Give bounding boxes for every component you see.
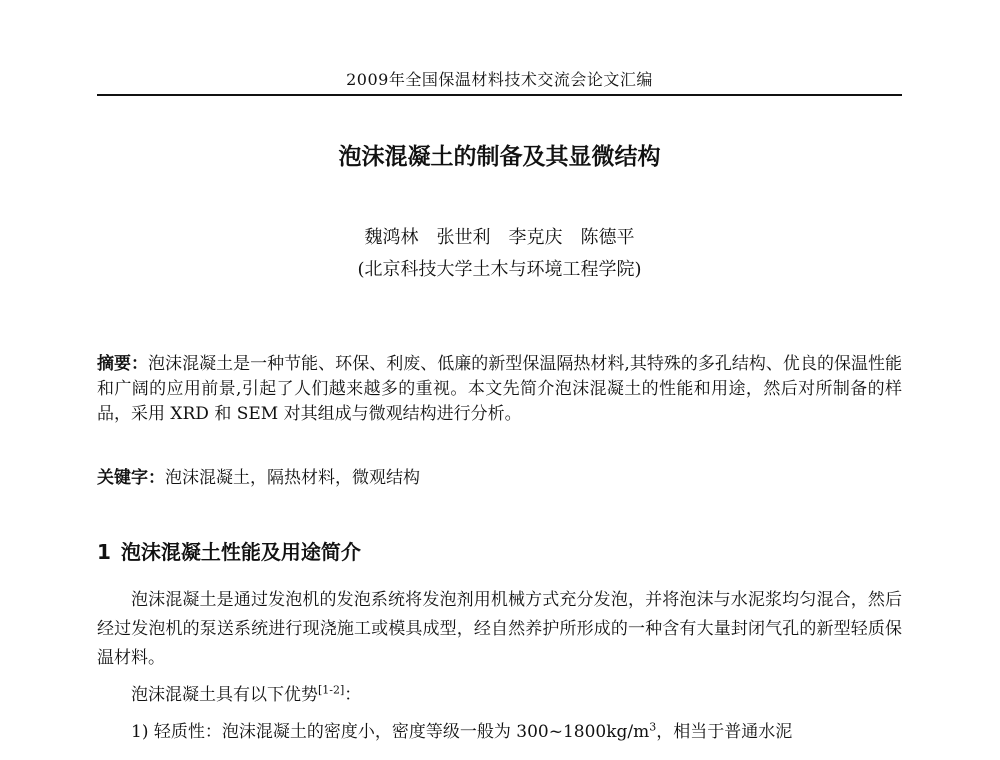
keywords — [97, 466, 902, 491]
paragraph-punct: ： — [344, 685, 362, 705]
body-paragraph: 泡沫混凝土是通过发泡机的发泡系统将发泡剂用机械方式充分发泡，并将泡沫与水泥浆均匀混合，然后经过发泡机的泵送系统进行现浇施工或模具成型，经自然养护所形成的一种含有大量封闭气孔的新型轻质保温材料。 — [97, 590, 902, 668]
abstract — [97, 352, 902, 427]
unit-superscript: 3 — [649, 720, 657, 734]
running-header: 2009年全国保温材料技术交流会论文汇编 — [346, 70, 653, 89]
section-heading — [97, 538, 902, 566]
paper-title: 泡沫混凝土的制备及其显微结构 — [338, 144, 661, 170]
paragraph-text: 1) 轻质性：泡沫混凝土的密度小，密度等级一般为 300~1800kg/m — [131, 722, 650, 742]
paragraph-text: 泡沫混凝土具有以下优势 — [131, 685, 318, 705]
keywords-label: 关键字： — [97, 468, 165, 488]
author-list: 魏鸿林 张世利 李克庆 陈德平 — [364, 227, 635, 248]
keywords-text: 泡沫混凝土，隔热材料，微观结构 — [165, 468, 420, 488]
abstract-label: 摘要： — [97, 354, 149, 374]
body-paragraph — [97, 681, 902, 710]
header-rule — [97, 94, 902, 96]
section-title: 泡沫混凝土性能及用途简介 — [120, 540, 361, 564]
abstract-text: 泡沫混凝土是一种节能、环保、利废、低廉的新型保温隔热材料,其特殊的多孔结构、优良的保温性能和广阔的应用前景,引起了人们越来越多的重视。本文先简介泡沫混凝土的性能和用途，然后对所制备的样品，采用 XRD 和 SEM 对其组成与微观结构进行分析。 — [97, 354, 903, 424]
paragraph-text: ，相当于普通水泥 — [656, 722, 793, 742]
citation: [1-2] — [318, 683, 345, 697]
body-paragraph — [97, 718, 902, 747]
section-number: 1 — [97, 540, 111, 564]
author-affiliation: (北京科技大学土木与环境工程学院) — [357, 259, 642, 280]
